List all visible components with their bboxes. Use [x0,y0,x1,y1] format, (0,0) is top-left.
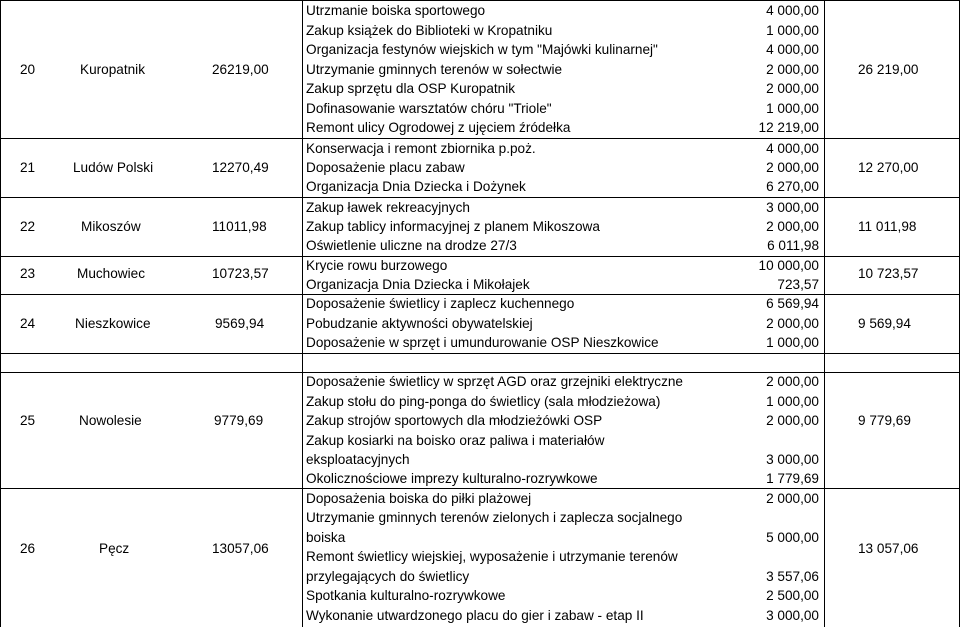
item-desc: Zakup ławek rekreacyjnych [306,200,470,215]
item-cost: 6 011,98 [767,238,819,253]
section-amount: 13057,06 [212,541,269,556]
col-border [302,0,303,627]
section-total: 11 011,98 [858,219,917,234]
item-cost: 3 000,00 [766,608,819,623]
section-name: Nieszkowice [75,316,151,331]
item-desc: Doposażenie świetlicy i zaplecz kuchennego [306,296,575,311]
item-cost: 3 000,00 [766,452,819,467]
section-amount: 26219,00 [212,62,269,77]
item-cost: 723,57 [777,277,819,292]
item-cost: 2 000,00 [766,491,819,506]
item-cost: 2 000,00 [766,374,819,389]
item-cost: 1 000,00 [766,101,819,116]
item-desc: Utrzymanie gminnych terenów w sołectwie [306,62,563,77]
item-desc: Utrzymanie gminnych terenów zielonych i zaplecza socjalnego [306,510,683,525]
section-name: Nowolesie [79,413,142,428]
section-number: 26 [20,541,36,556]
item-desc: Oświetlenie uliczne na drodze 27/3 [306,238,517,253]
section-name: Kuropatnik [80,62,145,77]
item-desc: Organizacja Dnia Dziecka i Dożynek [306,179,526,194]
item-cost: 1 000,00 [766,335,819,350]
section-total: 13 057,06 [858,541,919,556]
item-desc: Doposażenia boiska do piłki plażowej [306,491,532,506]
section-amount: 9569,94 [215,316,265,331]
row-border [0,488,960,489]
item-cost: 10 000,00 [758,258,819,273]
item-desc: Dofinasowanie warsztatów chóru "Triole" [306,101,552,116]
section-total: 9 569,94 [858,316,911,331]
section-number: 25 [20,413,36,428]
section-number: 24 [20,316,36,331]
item-desc: Organizacja Dnia Dziecka i Mikołajek [306,277,530,292]
item-cost: 3 557,06 [766,569,819,584]
item-desc: Doposażenie w sprzęt i umundurowanie OSP Nieszkowice [306,335,659,350]
item-desc: Remont ulicy Ogrodowej z ujęciem źródełka [306,120,571,135]
item-cost: 2 000,00 [766,81,819,96]
item-cost: 1 000,00 [766,394,819,409]
item-desc: Doposażenie placu zabaw [306,160,465,175]
section-number: 23 [20,266,36,281]
section-total: 10 723,57 [858,266,919,281]
item-desc: Spotkania kulturalno-rozrywkowe [306,588,506,603]
section-total: 12 270,00 [858,160,919,175]
item-desc: Doposażenie świetlicy w sprzęt AGD oraz grzejniki elektryczne [306,374,683,389]
item-desc: Zakup tablicy informacyjnej z planem Mikoszowa [306,219,600,234]
item-cost: 2 000,00 [766,219,819,234]
row-border [0,353,960,354]
item-desc: Zakup sprzętu dla OSP Kuropatnik [306,81,516,96]
item-desc: Zakup stołu do ping-ponga do świetlicy (sala młodzieżowa) [306,394,661,409]
item-cost: 5 000,00 [766,530,819,545]
section-amount: 12270,49 [212,160,269,175]
item-desc-cont: eksploatacyjnych [306,452,410,467]
section-amount: 9779,69 [214,413,264,428]
item-desc: Zakup strojów sportowych dla młodzieżówki OSP [306,413,603,428]
item-cost: 2 500,00 [766,588,819,603]
item-cost: 1 000,00 [766,23,819,38]
item-cost: 4 000,00 [766,141,819,156]
col-border [824,0,825,627]
item-desc: Okolicznościowe imprezy kulturalno-rozrywkowe [306,471,598,486]
item-desc-cont: boiska [306,530,346,545]
item-desc: Remont świetlicy wiejskiej, wyposażenie i utrzymanie terenów [306,549,678,564]
item-cost: 4 000,00 [766,42,819,57]
col-border [0,0,1,627]
section-amount: 11011,98 [212,219,267,234]
item-desc: Pobudzanie aktywności obywatelskiej [306,316,533,331]
item-cost: 1 779,69 [766,471,819,486]
item-cost: 3 000,00 [766,200,819,215]
section-amount: 10723,57 [212,266,269,281]
item-desc: Konserwacja i remont zbiornika p.poż. [306,141,536,156]
item-cost: 2 000,00 [766,62,819,77]
item-cost: 2 000,00 [766,160,819,175]
section-name: Pęcz [99,541,130,556]
item-cost: 12 219,00 [758,120,819,135]
item-desc: Zakup kosiarki na boisko oraz paliwa i materiałów [306,433,605,448]
item-cost: 2 000,00 [766,413,819,428]
row-border [0,138,960,139]
section-number: 21 [20,160,36,175]
row-border [0,197,960,198]
section-total: 26 219,00 [858,62,919,77]
item-cost: 2 000,00 [766,316,819,331]
item-desc: Krycie rowu burzowego [306,258,448,273]
section-name: Ludów Polski [73,160,154,175]
section-total: 9 779,69 [858,413,911,428]
item-desc: Organizacja festynów wiejskich w tym "Majówki kulinarnej" [306,42,658,57]
section-name: Muchowiec [77,266,145,281]
item-desc: Utrzmanie boiska sportowego [306,3,486,18]
section-number: 22 [20,219,36,234]
row-border [0,0,960,1]
item-desc-cont: przylegających do świetlicy [306,569,470,584]
item-desc: Wykonanie utwardzonego placu do gier i zabaw - etap II [306,608,644,623]
item-cost: 6 270,00 [766,179,819,194]
item-cost: 4 000,00 [766,3,819,18]
section-name: Mikoszów [81,219,141,234]
section-number: 20 [20,62,36,77]
item-desc: Zakup książek do Biblioteki w Kropatniku [306,23,553,38]
item-cost: 6 569,94 [766,296,819,311]
